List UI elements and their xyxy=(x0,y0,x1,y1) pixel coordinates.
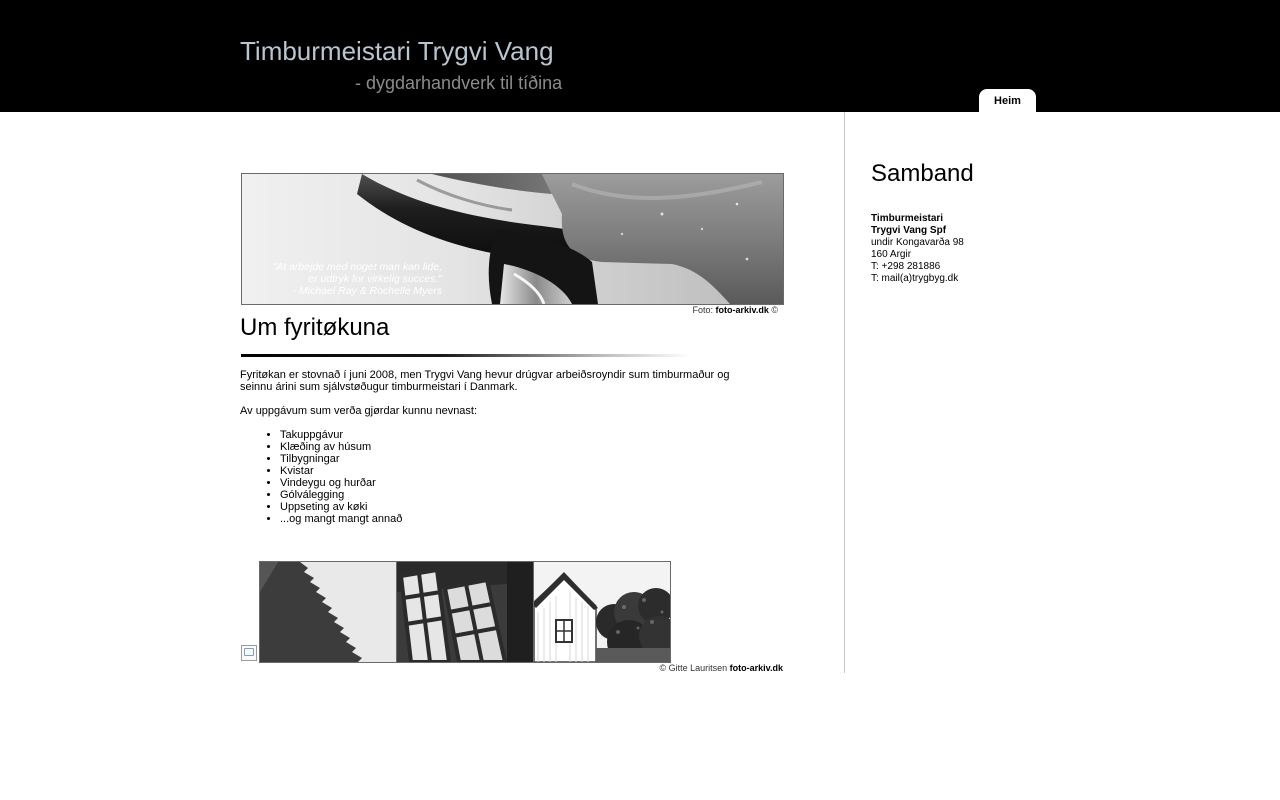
site-title[interactable]: Timburmeistari Trygvi Vang xyxy=(240,36,554,66)
list-item: • Vindeygu og hurðar xyxy=(280,477,402,489)
email-address: T: mail(a)trygbyg.dk xyxy=(871,273,959,284)
contact-info xyxy=(871,213,964,285)
tasks-intro-paragraph: Av uppgávum sum verða gjørdar kunnu nevnast: xyxy=(240,405,478,417)
task-list xyxy=(240,429,402,525)
quote-line: er udtryk for virkelig succes." xyxy=(308,273,442,285)
broken-image-icon xyxy=(241,645,257,661)
address-postal: 160 Argir xyxy=(871,249,912,260)
column-divider xyxy=(844,112,845,673)
list-item: • ...og mangt mangt annað xyxy=(280,513,402,525)
list-item: • Tilbygningar xyxy=(280,453,402,465)
photo-credit-suffix: © xyxy=(768,305,778,315)
saw-illustration xyxy=(260,562,396,662)
list-item: • Uppseting av køki xyxy=(280,501,402,513)
house-illustration xyxy=(534,562,670,662)
page-title: Um fyritøkuna xyxy=(240,314,390,341)
gallery-credit xyxy=(659,663,783,673)
gallery-image-window xyxy=(396,561,534,663)
intro-paragraph: Fyritøkan er stovnað í juni 2008, men Trygvi Vang hevur drúgvar arbeiðsroyndir sum timburmaður og seinnu árini sum sjálvstøðugur timburmeistari í Danmark. xyxy=(240,369,730,393)
quote-attribution: - Michael Ray & Rochelle Myers xyxy=(292,285,442,297)
hero-image xyxy=(241,173,784,305)
hero-quote xyxy=(241,261,442,297)
gallery-credit-prefix: © Gitte Lauritsen xyxy=(659,663,730,673)
site-tagline: - dygdarhandverk til tíðina xyxy=(355,73,563,93)
address-street: undir Kongavarða 98 xyxy=(871,237,964,248)
nav-tab-home[interactable]: Heim xyxy=(979,89,1036,112)
list-item: • Takuppgávur xyxy=(280,429,402,441)
heading-divider xyxy=(241,354,691,357)
photo-credit xyxy=(693,305,779,315)
photo-credit-prefix: Foto: xyxy=(692,305,716,315)
sidebar-title: Samband xyxy=(871,160,974,187)
photo-credit-link[interactable]: foto-arkiv.dk xyxy=(715,305,769,315)
gallery-image-house xyxy=(533,561,671,663)
list-item: • Kvistar xyxy=(280,465,402,477)
list-item: • Gólválegging xyxy=(280,489,402,501)
quote-line: "At arbejde med noget man kan lide, xyxy=(272,261,442,273)
gallery-credit-link[interactable]: foto-arkiv.dk xyxy=(729,663,783,673)
window-illustration xyxy=(397,562,533,662)
list-item: • Klæðing av húsum xyxy=(280,441,402,453)
company-name-line2: Trygvi Vang Spf xyxy=(871,225,947,236)
company-name-line1: Timburmeistari xyxy=(871,213,944,224)
site-header xyxy=(0,0,1280,112)
phone-number: T: +298 281886 xyxy=(871,261,941,272)
gallery-image-saw xyxy=(259,561,397,663)
